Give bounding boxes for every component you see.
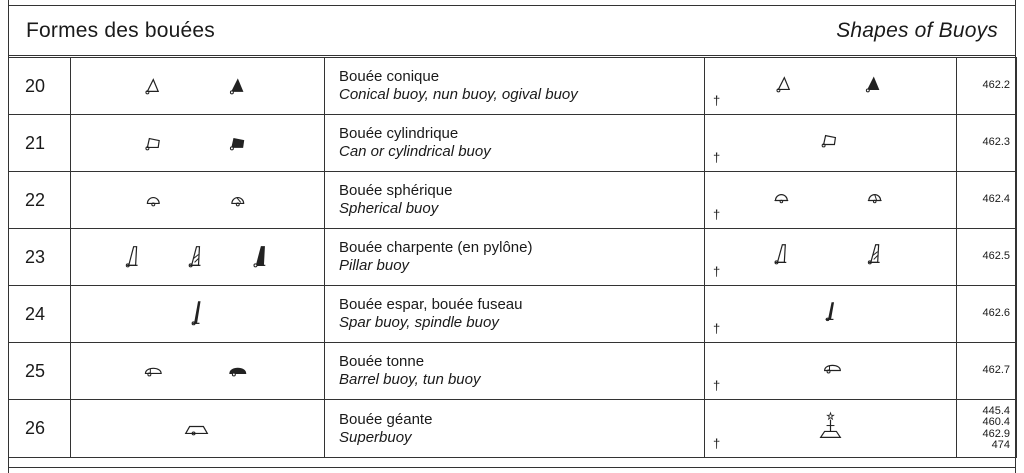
international-symbols-cell (705, 58, 957, 115)
international-symbols-cell (705, 343, 957, 400)
international-symbols-cell (705, 286, 957, 343)
reference-number: 462.6 (982, 307, 1010, 320)
spar-buoy-icon (192, 302, 200, 325)
pillar-buoy-outline-icon (126, 247, 137, 267)
description-en: Conical buoy, nun buoy, ogival buoy (339, 86, 578, 103)
bottom-rule (8, 467, 1016, 468)
barrel-buoy-intl-symbols (705, 343, 956, 399)
international-symbols-cell (705, 229, 957, 286)
dagger-mark: † (713, 436, 721, 451)
spar-buoy-symbols (71, 286, 324, 342)
superbuoy-intl-symbols (705, 400, 956, 457)
spar-buoy-intl-symbols (705, 286, 956, 342)
row-number: 26 (9, 400, 71, 458)
reference-number: 445.4 (982, 404, 1010, 417)
reference-cell (957, 115, 1017, 172)
barrel-buoy-filled-icon (230, 368, 246, 376)
can-buoy-outline-icon (146, 139, 159, 150)
can-buoy-intl-symbols (705, 115, 956, 171)
reference-cell (957, 400, 1017, 458)
can-buoy-filled-icon (230, 139, 243, 150)
description-cell (325, 115, 705, 172)
conical-buoy-outline-icon (146, 80, 158, 94)
buoy-shapes-table (8, 57, 1017, 458)
chart-symbols-cell (71, 58, 325, 115)
barrel-buoy-outline-icon (825, 365, 841, 373)
row-number: 23 (9, 229, 71, 286)
spherical-buoy-banded-icon (868, 195, 882, 203)
reference-number: 462.9 (982, 427, 1010, 440)
conical-buoy-outline-icon (777, 78, 789, 92)
row-number: 21 (9, 115, 71, 172)
description-cell (325, 343, 705, 400)
dagger-mark: † (713, 264, 721, 279)
description-en: Pillar buoy (339, 257, 410, 274)
chart-symbols-cell (71, 343, 325, 400)
table-row (9, 115, 1017, 172)
spar-buoy-icon (826, 303, 834, 321)
reference-cell (957, 172, 1017, 229)
reference-number: 462.3 (982, 136, 1010, 149)
description-cell (325, 172, 705, 229)
reference-number: 462.4 (982, 193, 1010, 206)
description-cell (325, 286, 705, 343)
pillar-buoy-symbols (71, 229, 324, 285)
spherical-buoy-symbols (71, 172, 324, 228)
chart-symbols-cell (71, 172, 325, 229)
reference-cell (957, 343, 1017, 400)
description-cell (325, 229, 705, 286)
description-fr: Bouée cylindrique (339, 125, 459, 142)
description-fr: Bouée conique (339, 68, 440, 85)
dagger-mark: † (713, 321, 721, 336)
description-fr: Bouée espar, bouée fuseau (339, 296, 523, 313)
pillar-buoy-filled-icon (254, 247, 265, 267)
conical-buoy-filled-icon (866, 78, 878, 92)
description-fr: Bouée sphérique (339, 182, 453, 199)
conical-buoy-filled-icon (230, 80, 242, 94)
table-row (9, 400, 1017, 458)
can-buoy-symbols (71, 115, 324, 171)
description-fr: Bouée géante (339, 410, 433, 428)
reference-number: 462.2 (982, 79, 1010, 92)
spherical-buoy-outline-icon (147, 198, 159, 206)
spherical-buoy-intl-symbols (705, 172, 956, 228)
description-en: Barrel buoy, tun buoy (339, 371, 481, 388)
description-fr: Bouée tonne (339, 353, 425, 370)
description-fr: Bouée charpente (en pylône) (339, 239, 533, 256)
pillar-buoy-outline-icon (775, 245, 786, 264)
section-title-en: Shapes of Buoys (836, 18, 998, 42)
dagger-mark: † (713, 207, 721, 222)
conical-buoy-intl-symbols (705, 58, 956, 114)
reference-cell (957, 229, 1017, 286)
description-en: Can or cylindrical buoy (339, 143, 491, 160)
reference-number: 462.5 (982, 250, 1010, 263)
description-cell (325, 400, 705, 458)
dagger-mark: † (713, 378, 721, 393)
spherical-buoy-outline-icon (775, 195, 789, 203)
description-en: Superbuoy (339, 428, 412, 446)
reference-number: 462.7 (982, 364, 1010, 377)
international-symbols-cell (705, 400, 957, 458)
section-header (8, 6, 1016, 56)
pillar-buoy-banded-icon (189, 247, 200, 267)
dagger-mark: † (713, 93, 721, 108)
reference-number: 474 (991, 439, 1010, 451)
barrel-buoy-outline-icon (145, 368, 161, 376)
international-symbols-cell (705, 115, 957, 172)
superbuoy-light-icon (821, 413, 841, 438)
chart-symbols-cell (71, 115, 325, 172)
section-title-fr: Formes des bouées (26, 18, 215, 42)
table-row (9, 229, 1017, 286)
row-number: 22 (9, 172, 71, 229)
table-row (9, 172, 1017, 229)
reference-cell (957, 58, 1017, 115)
chart-symbols-cell (71, 229, 325, 286)
description-en: Spar buoy, spindle buoy (339, 314, 499, 331)
spherical-buoy-banded-icon (232, 198, 244, 206)
pillar-buoy-intl-symbols (705, 229, 956, 285)
row-number: 25 (9, 343, 71, 400)
dagger-mark: † (713, 150, 721, 165)
table-row (9, 343, 1017, 400)
row-number: 24 (9, 286, 71, 343)
table-row (9, 58, 1017, 115)
conical-buoy-symbols (71, 58, 324, 114)
barrel-buoy-symbols (71, 343, 324, 399)
reference-cell (957, 286, 1017, 343)
description-en: Spherical buoy (339, 200, 439, 217)
reference-number: 460.4 (982, 416, 1010, 428)
superbuoy-symbols (71, 400, 324, 457)
row-number: 20 (9, 58, 71, 115)
pillar-buoy-banded-icon (868, 245, 879, 264)
table-row (9, 286, 1017, 343)
can-buoy-outline-icon (822, 136, 835, 147)
chart-symbols-cell (71, 400, 325, 458)
superbuoy-icon (186, 427, 208, 435)
chart-symbols-cell (71, 286, 325, 343)
international-symbols-cell (705, 172, 957, 229)
description-cell (325, 58, 705, 115)
